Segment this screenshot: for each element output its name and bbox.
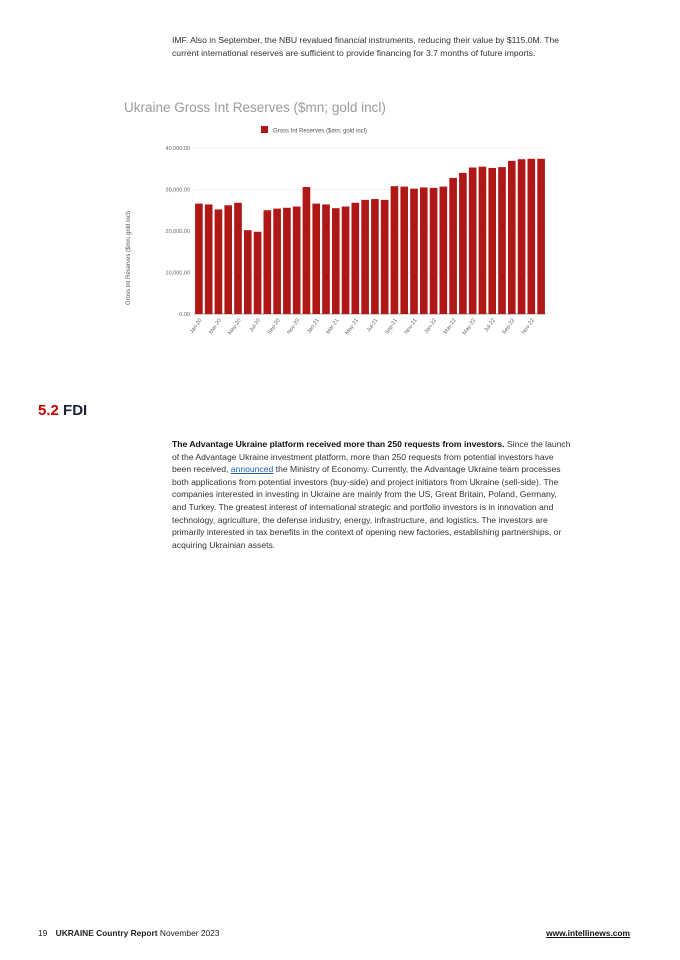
chart-bar [498,167,506,314]
chart-bar [312,204,320,314]
chart-bar [430,188,438,314]
chart-bar [479,167,487,314]
chart-bar [303,187,311,314]
x-tick-label: Jan-22 [423,317,439,335]
chart-bar [215,209,223,314]
chart-bar [322,204,330,314]
x-tick-label: Mar-22 [442,317,458,336]
fdi-text-before-link: Since the launch of the Advantage Ukraine investment platform, more than 250 requests from potential investors have been received, [172,439,571,475]
x-tick-label: Mar-21 [325,317,341,336]
fdi-paragraph [172,438,572,551]
chart-bar [469,168,477,315]
chart-title: Ukraine Gross Int Reserves ($mn; gold incl) [124,100,386,115]
chart-bar [195,204,203,314]
section-heading [38,402,87,419]
x-tick-label: Nov-21 [403,317,419,336]
y-tick-label: 0.00 [179,312,190,318]
chart-bar [205,204,213,314]
chart-bar [254,232,262,314]
x-tick-label: Nov-20 [286,317,302,336]
y-tick-label: 40,000.00 [165,146,190,152]
fdi-lead-sentence: The Advantage Ukraine platform received more than 250 requests from investors. [172,439,505,449]
chart-bar [264,210,272,314]
reserves-chart-svg [118,96,578,366]
chart-bar [528,159,536,314]
chart-bar [400,187,408,314]
chart-bar [440,187,448,314]
chart-bar [283,208,291,314]
chart-bar [293,207,301,314]
chart-bar [488,168,496,314]
x-tick-label: Jan-20 [188,317,204,335]
chart-bar [420,187,428,314]
reserves-chart [118,96,578,366]
chart-bar [459,173,467,314]
y-tick-label: 20,000.00 [165,229,190,235]
chart-bar [224,205,232,314]
y-tick-label: 30,000.00 [165,187,190,194]
x-tick-label: Jan-21 [306,317,321,335]
y-axis-label: Gross Int Reserves ($mn; gold incl) [126,210,132,306]
chart-bar [449,178,457,314]
chart-bar [234,203,242,314]
announced-link[interactable]: announced [230,464,274,475]
x-tick-label: Jul-21 [366,317,380,334]
page-footer [38,928,630,942]
report-name: UKRAINE Country Report [55,928,158,938]
report-date: November 2023 [159,928,220,938]
chart-bar [273,209,281,314]
y-tick-label: 10,000.00 [165,270,190,277]
website-link[interactable]: www.intellinews.com [546,928,630,938]
section-number: 5.2 [38,402,59,419]
x-tick-label: Mar-20 [208,317,224,336]
chart-bar [381,200,389,314]
chart-bar [352,203,360,314]
x-tick-label: Jul-22 [483,317,497,334]
chart-bar [371,199,379,314]
section-title: FDI [63,402,88,419]
chart-bar [244,230,252,314]
chart-bar [332,208,340,314]
legend-swatch [261,126,268,133]
chart-bar [518,159,526,314]
chart-bar [342,207,350,314]
x-tick-label: Sep-22 [501,317,517,336]
x-tick-label: Nov-22 [520,317,536,336]
x-tick-label: Sep-21 [383,317,400,336]
chart-bar [508,161,516,314]
page-number: 19 [38,928,48,938]
chart-bar [537,159,545,314]
chart-bar [391,186,399,314]
chart-bar [410,189,418,314]
x-tick-label: May-22 [461,317,478,337]
x-tick-label: May-21 [344,317,360,337]
legend-label: Gross Int Reserves ($mn; gold incl) [273,128,368,135]
fdi-text-after-link: the Ministry of Economy. Currently, the Advantage Ukraine team processes both applications from potential investors (buy-side) and project initiators from Ukraine (sell-side). The companies interested in investing in Ukraine are mainly from the US, Great Britain, Poland, Germany, and Turkey. The greatest interest of international strategic and portfolio investors is in innovation and technology, agriculture, the defense industry, energy, infrastructure, and logistics. The investors are primarily interested in tax benefits in the context of opening new factories, establishing partnerships, or acquiring Ukrainian assets. [172,464,562,550]
chart-bar [361,200,369,314]
x-tick-label: May-20 [227,317,243,337]
x-tick-label: Jul-20 [248,317,263,334]
intro-paragraph: IMF. Also in September, the NBU revalued financial instruments, reducing their value by $115.0M. The current international reserves are sufficient to provide financing for 3.7 months of future imports. [172,35,560,58]
x-tick-label: Sep-20 [266,317,282,336]
